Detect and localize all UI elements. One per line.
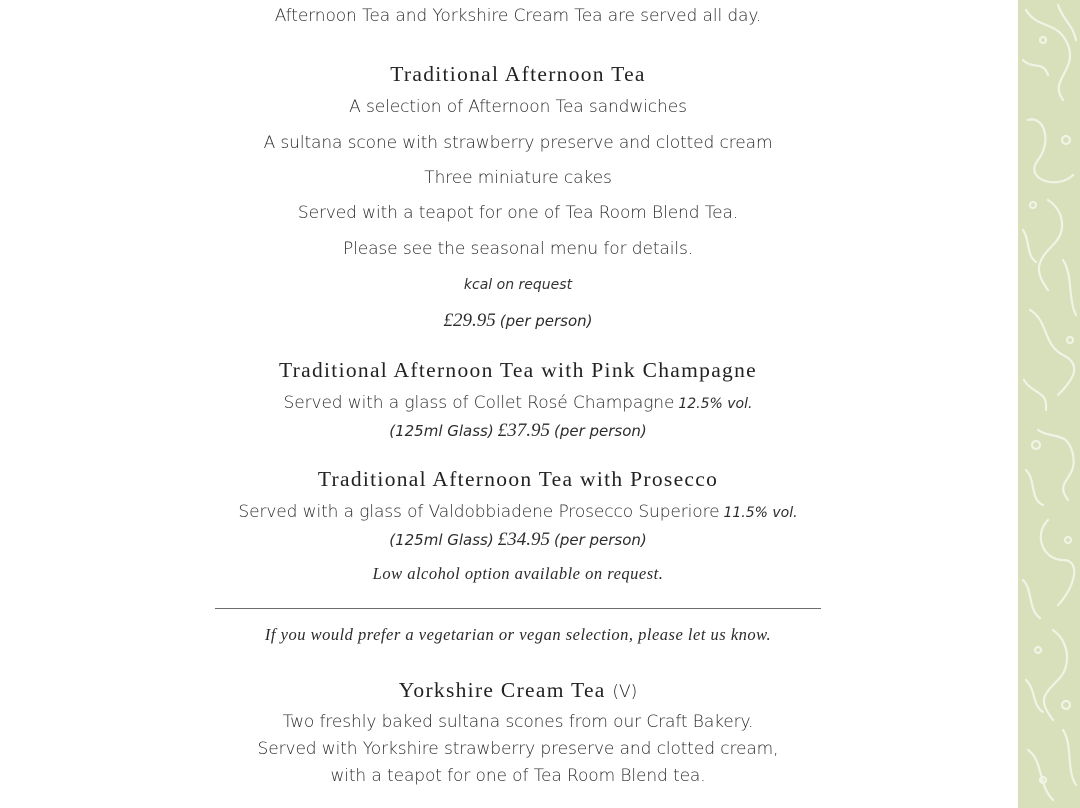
champagne-title: Traditional Afternoon Tea with Pink Champagne — [279, 358, 757, 382]
kcal-note: kcal on request — [463, 277, 573, 293]
traditional-per-person: (per person) — [499, 312, 593, 330]
cream-tea-line-2: Served with Yorkshire strawberry preserve and clotted cream, — [257, 739, 779, 759]
champagne-vol: 12.5% vol. — [678, 396, 753, 412]
prosecco-vol: 11.5% vol. — [723, 505, 798, 521]
traditional-item-4: Served with a teapot for one of Tea Room Blend Tea. — [297, 203, 739, 223]
champagne-price: £37.95 — [497, 420, 550, 441]
prosecco-title: Traditional Afternoon Tea with Prosecco — [317, 467, 719, 491]
traditional-item-5: Please see the seasonal menu for details. — [342, 239, 694, 259]
champagne-price-line — [0, 420, 1036, 442]
cream-tea-line-1: Two freshly baked sultana scones from our Craft Bakery. — [282, 712, 754, 732]
vegetarian-mark: (V) — [612, 682, 638, 702]
low-alcohol-note: Low alcohol option available on request. — [372, 564, 664, 583]
intro-text: Afternoon Tea and Yorkshire Cream Tea are served all day. — [274, 6, 762, 26]
traditional-item-1: A selection of Afternoon Tea sandwiches — [349, 97, 687, 117]
prosecco-per-person: (per person) — [553, 531, 647, 549]
champagne-desc-line — [0, 393, 1036, 413]
floral-border-pattern — [1018, 0, 1080, 808]
section-divider — [215, 608, 821, 609]
cream-tea-title: Yorkshire Cream Tea — [398, 678, 606, 702]
prosecco-desc-line — [0, 502, 1036, 522]
traditional-price-line — [0, 310, 1036, 332]
traditional-price: £29.95 — [443, 310, 496, 331]
cream-tea-line-3: with a teapot for one of Tea Room Blend tea. — [330, 766, 706, 786]
traditional-title: Traditional Afternoon Tea — [390, 62, 646, 86]
dietary-note: If you would prefer a vegetarian or vegan selection, please let us know. — [264, 625, 772, 644]
prosecco-price-line — [0, 529, 1036, 551]
traditional-item-3: Three miniature cakes — [424, 168, 612, 188]
prosecco-price: £34.95 — [497, 529, 550, 550]
champagne-glass: (125ml Glass) — [389, 422, 494, 440]
prosecco-glass: (125ml Glass) — [389, 531, 494, 549]
cream-tea-title-line — [0, 678, 1036, 703]
champagne-desc: Served with a glass of Collet Rosé Champagne — [283, 393, 675, 413]
champagne-per-person: (per person) — [553, 422, 647, 440]
prosecco-desc: Served with a glass of Valdobbiadene Prosecco Superiore — [238, 502, 720, 522]
traditional-item-2: A sultana scone with strawberry preserve and clotted cream — [263, 133, 773, 153]
